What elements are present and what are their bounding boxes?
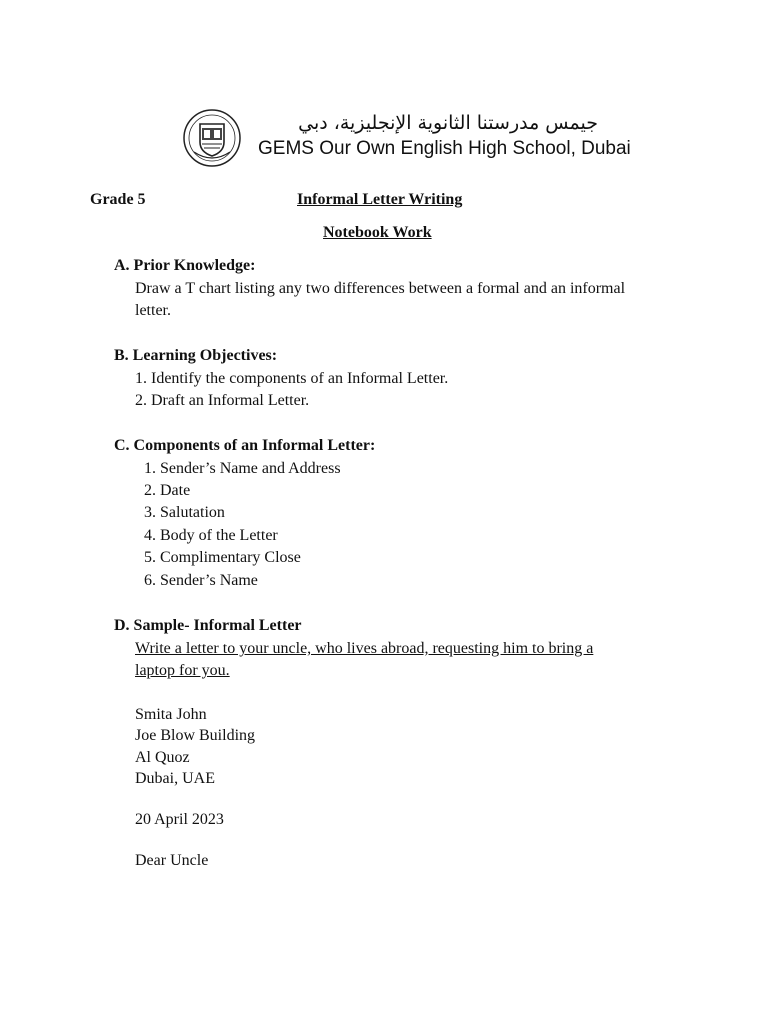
component-item: 2. Date: [144, 482, 191, 499]
letter-prompt-line1: Write a letter to your uncle, who lives abroad, requesting him to bring a: [135, 640, 594, 657]
objective-item: 1. Identify the components of an Informal Letter.: [135, 370, 449, 387]
document-title: Informal Letter Writing: [297, 191, 463, 208]
sender-address-line: Dubai, UAE: [135, 770, 215, 787]
letter-salutation: Dear Uncle: [135, 852, 209, 869]
objective-item: 2. Draft an Informal Letter.: [135, 392, 310, 409]
section-b-heading: B. Learning Objectives:: [114, 347, 278, 364]
component-item: 3. Salutation: [144, 504, 225, 521]
section-a-text-line1: Draw a T chart listing any two differences between a formal and an informal: [135, 280, 626, 297]
section-c-heading: C. Components of an Informal Letter:: [114, 437, 376, 454]
component-item: 4. Body of the Letter: [144, 527, 278, 544]
sender-address-line: Smita John: [135, 706, 207, 723]
component-item: 1. Sender’s Name and Address: [144, 460, 341, 477]
sender-address-line: Joe Blow Building: [135, 727, 256, 744]
section-a-heading: A. Prior Knowledge:: [114, 257, 256, 274]
component-item: 5. Complimentary Close: [144, 549, 301, 566]
grade-label: Grade 5: [90, 191, 146, 208]
section-a-text-line2: letter.: [135, 302, 171, 319]
letter-date: 20 April 2023: [135, 811, 224, 828]
school-header: [182, 108, 631, 168]
school-name-english: GEMS Our Own English High School, Dubai: [258, 138, 631, 159]
document-subtitle: Notebook Work: [323, 224, 432, 241]
section-d-heading: D. Sample- Informal Letter: [114, 617, 302, 634]
component-item: 6. Sender’s Name: [144, 572, 258, 589]
school-crest-logo: [182, 108, 242, 168]
school-name-arabic: جيمس مدرستنا الثانوية الإنجليزية، دبي: [298, 112, 598, 134]
sender-address-line: Al Quoz: [135, 749, 190, 766]
letter-prompt-line2: laptop for you.: [135, 662, 230, 679]
